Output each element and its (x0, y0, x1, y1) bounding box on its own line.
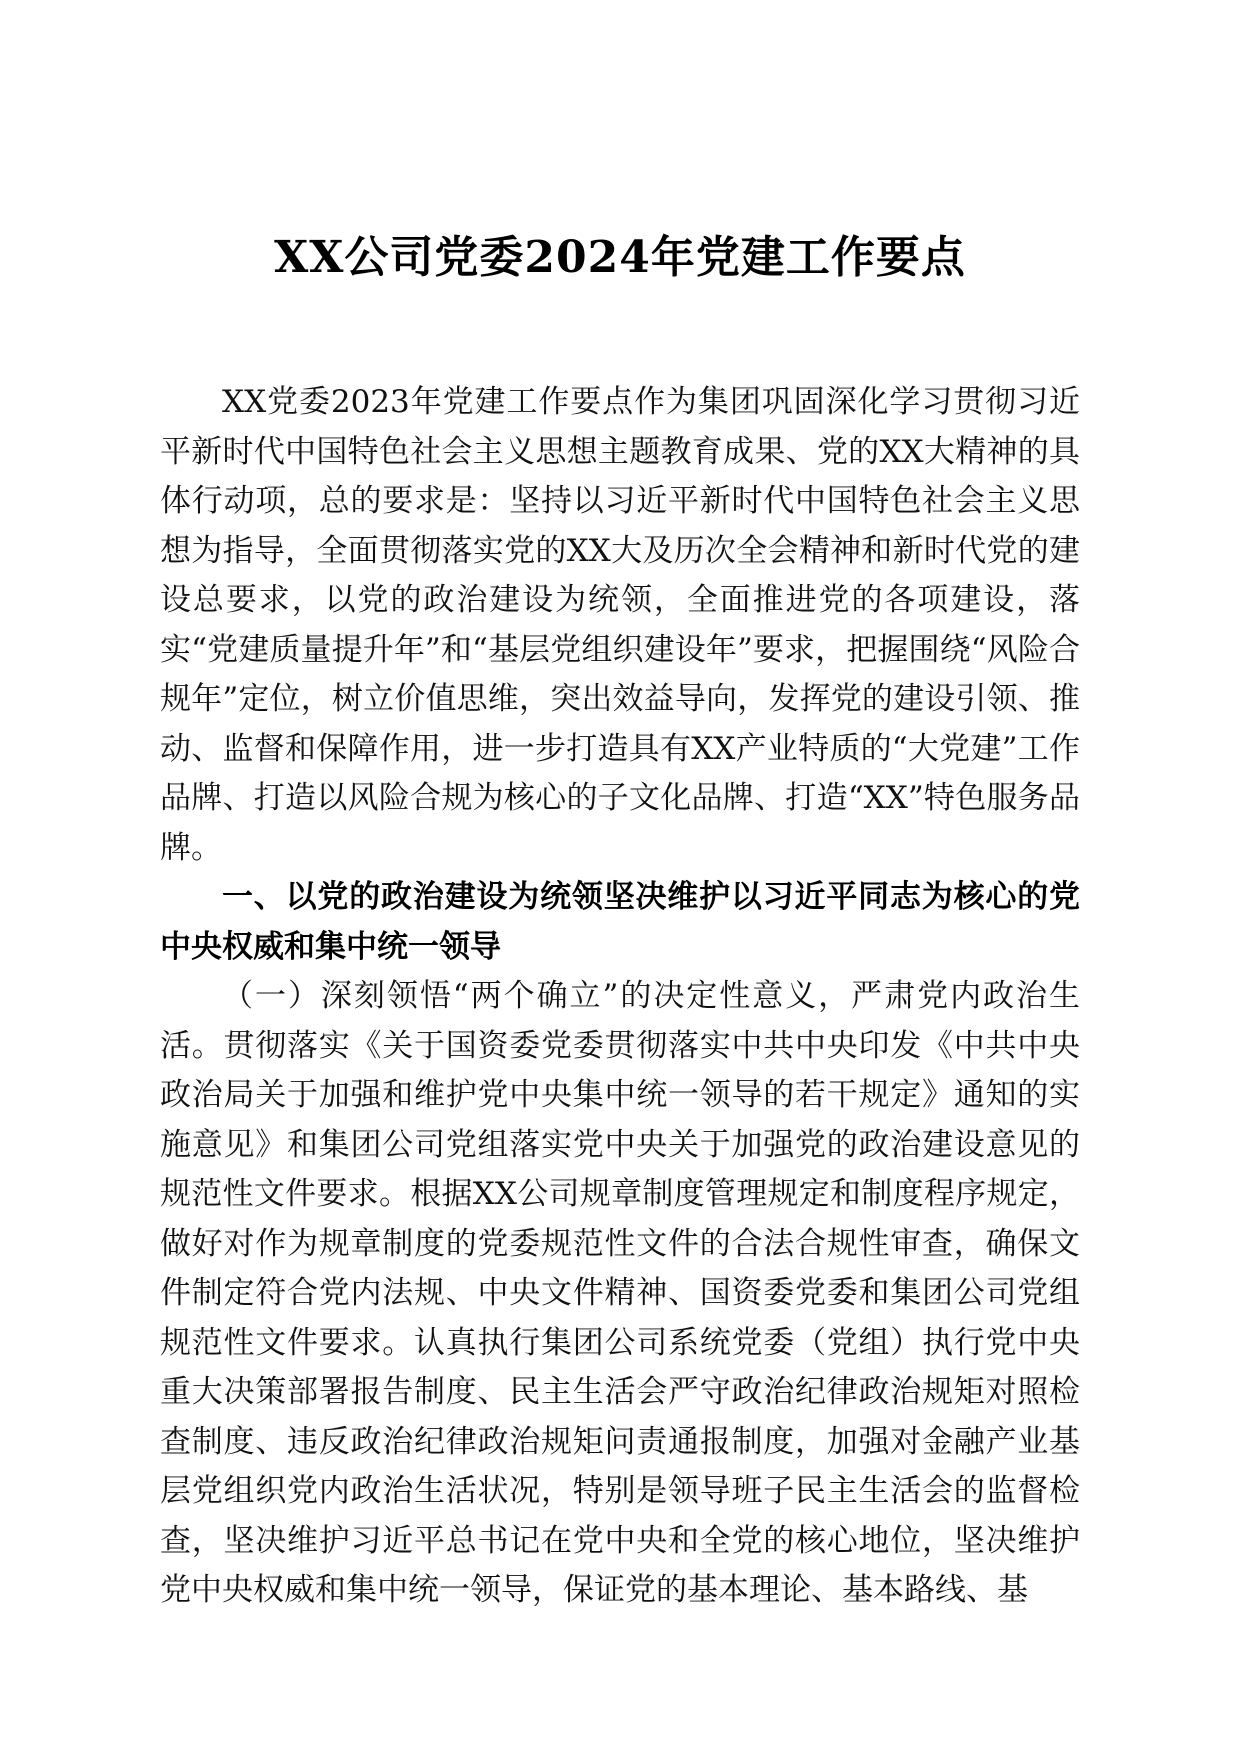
intro-paragraph: XX党委2023年党建工作要点作为集团巩固深化学习贯彻习近平新时代中国特色社会主义思想主题教育成果、党的XX大精神的具体行动项，总的要求是：坚持以习近平新时代中国特色社会主义思想为指导，全面贯彻落实党的XX大及历次全会精神和新时代党的建设总要求，以党的政治建设为统领，全面推进党的各项建设，落实“党建质量提升年”和“基层党组织建设年”要求，把握围绕“风险合规年”定位，树立价值思维，突出效益导向，发挥党的建设引领、推动、监督和保障作用，进一步打造具有XX产业特质的“大党建”工作品牌、打造以风险合规为核心的子文化品牌、打造“XX”特色服务品牌。 (160, 384, 1080, 866)
document-title: XX公司党委2024年党建工作要点 (274, 232, 966, 283)
section-heading-1: 一、以党的政治建设为统领坚决维护以习近平同志为核心的党中央权威和集中统一领导 (160, 879, 1080, 965)
section-1-subsection-1: （一）深刻领悟“两个确立”的决定性意义，严肃党内政治生活。贯彻落实《关于国资委党委贯彻落实中共中央印发《中共中央政治局关于加强和维护党中央集中统一领导的若干规定》通知的实施意见》和集团公司党组落实党中央关于加强党的政治建设意见的规范性文件要求。根据XX公司规章制度管理规定和制度程序规定，做好对作为规章制度的党委规范性文件的合法合规性审查，确保文件制定符合党内法规、中央文件精神、国资委党委和集团公司党组规范性文件要求。认真执行集团公司系统党委（党组）执行党中央重大决策部署报告制度、民主生活会严守政治纪律政治规矩对照检查制度、违反政治纪律政治规矩问责通报制度，加强对金融产业基层党组织党内政治生活状况，特别是领导班子民主生活会的监督检查，坚决维护习近平总书记在党中央和全党的核心地位，坚决维护党中央权威和集中统一领导，保证党的基本理论、基本路线、基 (160, 978, 1080, 1608)
document-body (160, 378, 1080, 1616)
